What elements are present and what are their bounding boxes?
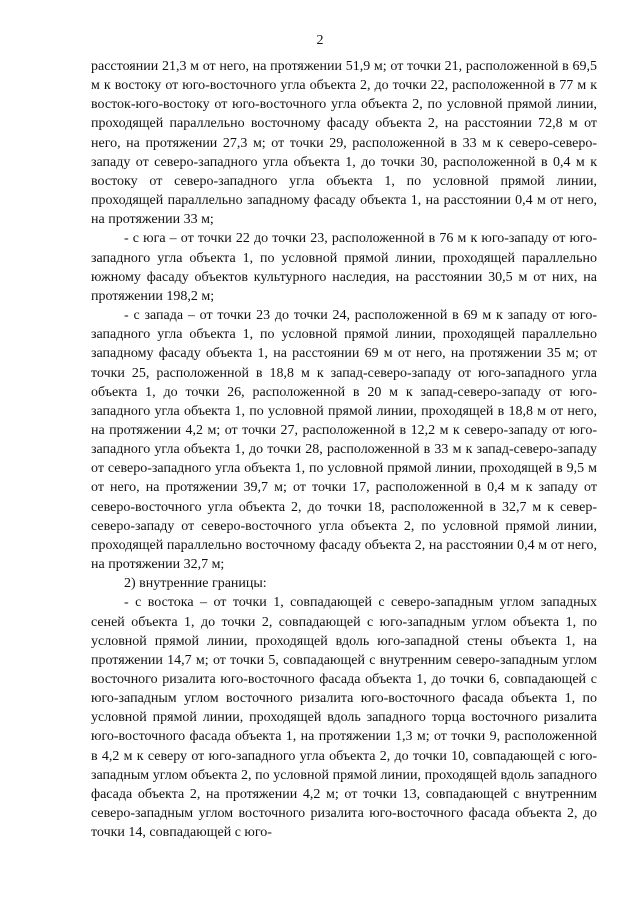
page-number: 2 — [316, 33, 324, 48]
paragraph-continuation: расстоянии 21,3 м от него, на протяжении 51,9 м; от точки 21, расположенной в 69,5 м к востоку от юго-восточного угла объекта 2, до точки 22, расположенной в 77 м к восток-юго-востоку от юго-восточного угла объекта 2, по условной прямой линии, проходящей параллельно восточному фасаду объекта 2, на расстоянии 72,8 м от него, на протяжении 27,3 м; от точки 29, расположенной в 33 м к северо-северо-западу от северо-западного угла объекта 1, до точки 30, расположенной в 0,4 м к востоку от северо-западного угла объекта 1, по условной прямой линии, проходящей параллельно западному фасаду объекта 1, на расстоянии 0,4 м от него, на протяжении 33 м; — [91, 59, 597, 228]
document-body — [91, 57, 597, 842]
paragraph-internal-boundaries-heading: 2) внутренние границы: — [124, 576, 267, 592]
paragraph-east-internal-boundary: - с востока – от точки 1, совпадающей с северо-западным углом западных сеней объекта 1, до точки 2, совпадающей с юго-западным углом объекта 1, по условной прямой линии, проходящей вдоль юго-западной стены объекта 1, на протяжении 14,7 м; от точки 5, совпадающей с внутренним северо-западным углом восточного ризалита юго-восточного фасада объекта 1, до точки 6, совпадающей с юго-западным углом восточного ризалита юго-восточного фасада объекта 1, по условной прямой линии, проходящей вдоль западного торца восточного ризалита юго-восточного фасада объекта 1, на протяжении 1,3 м; от точки 9, расположенной в 4,2 м к северу от юго-западного угла объекта 2, до точки 10, совпадающей с юго-западным углом объекта 2, по условной прямой линии, проходящей вдоль западного фасада объекта 2, на протяжении 4,2 м; от точки 13, совпадающей с внутренним северо-западным углом восточного ризалита юго-восточного фасада объекта 2, до точки 14, совпадающей с юго- — [91, 595, 597, 841]
paragraph-south-boundary: - с юга – от точки 22 до точки 23, расположенной в 76 м к юго-западу от юго-западного угла объекта 1, по условной прямой линии, проходящей параллельно южному фасаду объектов культурного наследия, на расстоянии 30,5 м от них, на протяжении 198,2 м; — [91, 231, 597, 304]
paragraph-west-boundary: - с запада – от точки 23 до точки 24, расположенной в 69 м к западу от юго-западного угла объекта 1, по условной прямой линии, проходящей параллельно западному фасаду объекта 1, на расстоянии 69 м от него, на протяжении 35 м; от точки 25, расположенной в 18,8 м к запад-северо-западу от юго-западного угла объекта 1, до точки 26, расположенной в 20 м к запад-северо-западу от юго-западного угла объекта 1, по условной прямой линии, проходящей в 18,8 м от него, на протяжении 4,2 м; от точки 27, расположенной в 12,2 м к северо-западу от юго-западного угла объекта 1, до точки 28, расположенной в 33 м к запад-северо-западу от северо-западного угла объекта 1, по условной прямой линии, проходящей в 9,5 м от него, на протяжении 39,7 м; от точки 17, расположенной в 0,4 м к западу от северо-восточного угла объекта 2, до точки 18, расположенной в 32,7 м к север-северо-западу от северо-восточного угла объекта 2, по условной прямой линии, проходящей параллельно восточному фасаду объекта 2, на расстоянии 0,4 м от него, на протяжении 32,7 м; — [91, 308, 597, 573]
